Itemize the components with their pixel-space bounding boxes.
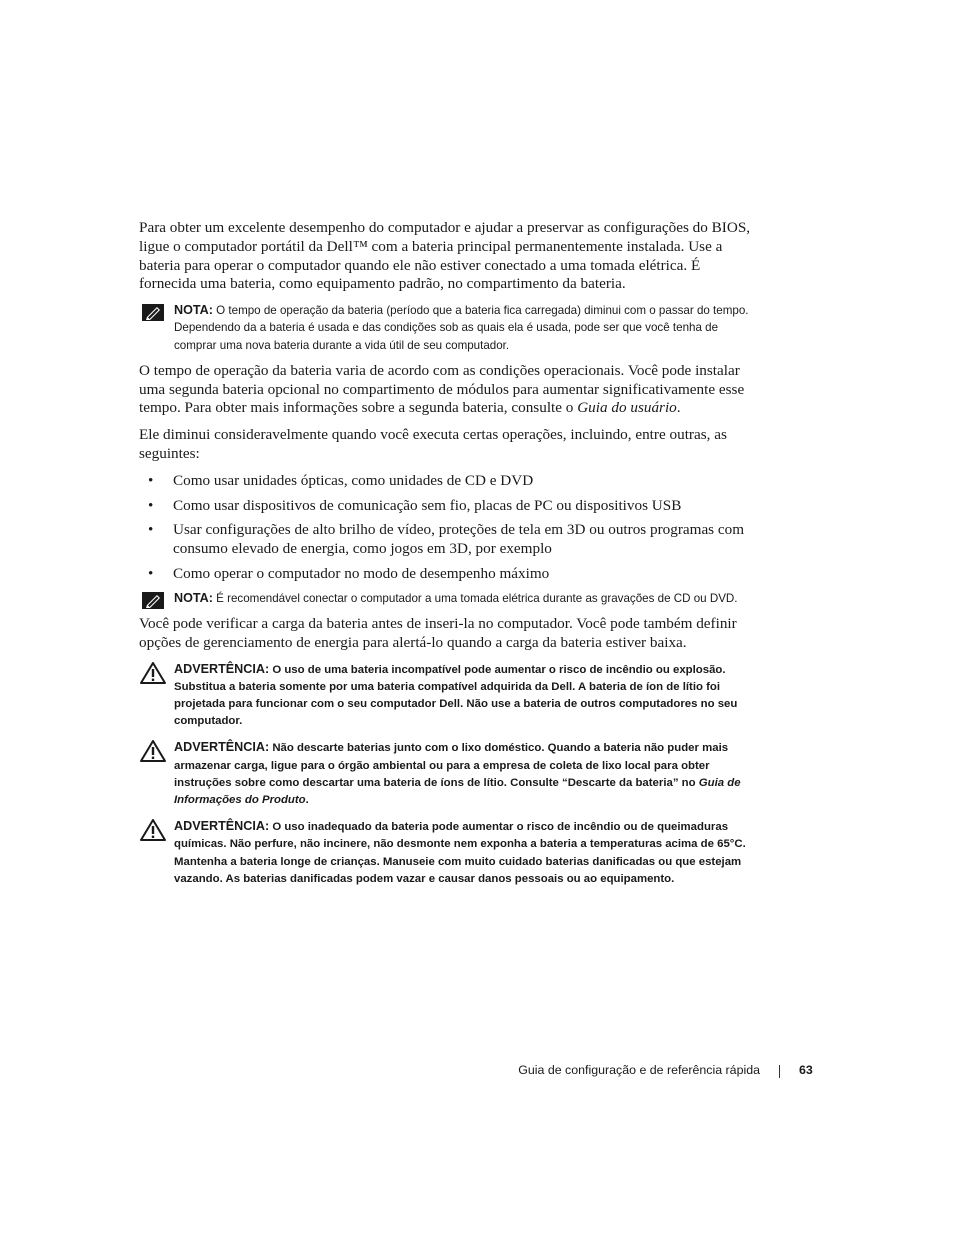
page-content: [139, 219, 757, 897]
note-pencil-icon: [142, 592, 164, 609]
list-item-text: Como operar o computador no modo de desempenho máximo: [173, 564, 550, 582]
page-number: 63: [799, 1063, 813, 1077]
warning-2: [139, 739, 757, 809]
paragraph-4: Você pode verificar a carga da bateria antes de inseri-la no computador. Você pode também definir opções de gerenciamento de energia para alertá-lo quando a carga da bateria estiver baixa.: [139, 614, 737, 651]
warning-2-label: ADVERTÊNCIA:: [174, 740, 270, 755]
list-item: [139, 497, 757, 516]
warning-triangle-icon: [139, 739, 167, 763]
warning-triangle-icon: [139, 818, 167, 842]
page-footer: [0, 1061, 954, 1081]
paragraph-2-text: O tempo de operação da bateria varia de acordo com as condições operacionais. Você pode instalar uma segunda bateria opcional no compartimento de módulos para aumentar significativamente esse tempo. Para obter mais informações sobre a segunda bateria, consulte o: [139, 361, 745, 417]
warning-1: [139, 661, 757, 731]
bullet-dot: •: [148, 471, 154, 489]
intro-paragraph: Para obter um excelente desempenho do computador e ajudar a preservar as configurações do BIOS, ligue o computador portátil da Dell™ com a bateria principal permanentemente instalada. Use a bateria para operar o computador quando ele não estiver conectado a uma tomada elétrica. É fornecida uma bateria, como equipamento padrão, no compartimento da bateria.: [139, 219, 751, 293]
note-1-text: O tempo de operação da bateria (período que a bateria fica carregada) diminui com o passar do tempo. Dependendo da a bateria é usada e das condições sob as quais ela é usada, pode ser que você tenha de comprar uma nova bateria durante a vida útil de seu computador.: [174, 304, 749, 352]
paragraph-2-end: .: [676, 399, 681, 417]
list-item-text: Como usar unidades ópticas, como unidades de CD e DVD: [173, 471, 534, 489]
note-2-text: É recomendável conectar o computador a uma tomada elétrica durante as gravações de CD ou DVD.: [216, 591, 738, 605]
bullet-dot: •: [148, 521, 154, 539]
note-2-label: NOTA:: [174, 590, 213, 605]
warning-3: [139, 818, 757, 888]
bullet-list: [139, 472, 757, 584]
warning-2-text: Não descarte baterias junto com o lixo doméstico. Quando a bateria não puder mais armazenar carga, ligue para o órgão ambiental ou para a empresa de coleta de lixo local para obter instruções sobre como descartar uma bateria de íons de lítio. Consulte “Descarte da bateria” no: [174, 742, 729, 789]
warning-3-text: O uso inadequado da bateria pode aumentar o risco de incêndio ou de queimaduras químicas. Não perfure, não incinere, não desmonte nem exponha a bateria a temperaturas acima de 65°C. Mantenha a bateria longe de crianças. Manuseie com muito cuidado baterias danificadas ou que estejam vazando. As baterias danificadas podem vazar e causar danos pessoais ou ao equipamento.: [174, 821, 746, 885]
bullet-dot: •: [148, 564, 154, 582]
list-item-text: Usar configurações de alto brilho de vídeo, proteções de tela em 3D ou outros programas com consumo elevado de energia, como jogos em 3D, por exemplo: [173, 521, 745, 558]
paragraph-2: [139, 362, 757, 418]
footer-separator: [779, 1065, 780, 1078]
paragraph-3: Ele diminui consideravelmente quando você executa certas operações, incluindo, entre outras, as seguintes:: [139, 426, 727, 462]
list-item: [139, 472, 757, 491]
note-1-label: NOTA:: [174, 303, 213, 318]
warning-triangle-icon: [139, 661, 167, 685]
warning-3-label: ADVERTÊNCIA:: [174, 819, 270, 834]
list-item: [139, 521, 757, 559]
note-pencil-icon: [142, 304, 164, 321]
paragraph-2-italic: Guia do usuário: [577, 399, 677, 417]
warning-1-label: ADVERTÊNCIA:: [174, 661, 270, 676]
note-1: [139, 302, 757, 354]
list-item-text: Como usar dispositivos de comunicação sem fio, placas de PC ou dispositivos USB: [173, 496, 682, 514]
footer-title: Guia de configuração e de referência rápida: [518, 1063, 760, 1077]
warning-2-end: .: [305, 793, 309, 806]
warning-1-text: O uso de uma bateria incompatível pode aumentar o risco de incêndio ou explosão. Substitua a bateria somente por uma bateria compatível adquirida da Dell. A bateria de íon de lítio foi projetada para funcionar com o seu computador Dell. Não use a bateria de outros computadores no seu computador.: [174, 663, 738, 728]
list-item: [139, 565, 757, 584]
note-2: [139, 590, 757, 607]
bullet-dot: •: [148, 496, 154, 514]
warning-2-italic: Guia de Informações do Produto: [174, 776, 741, 806]
